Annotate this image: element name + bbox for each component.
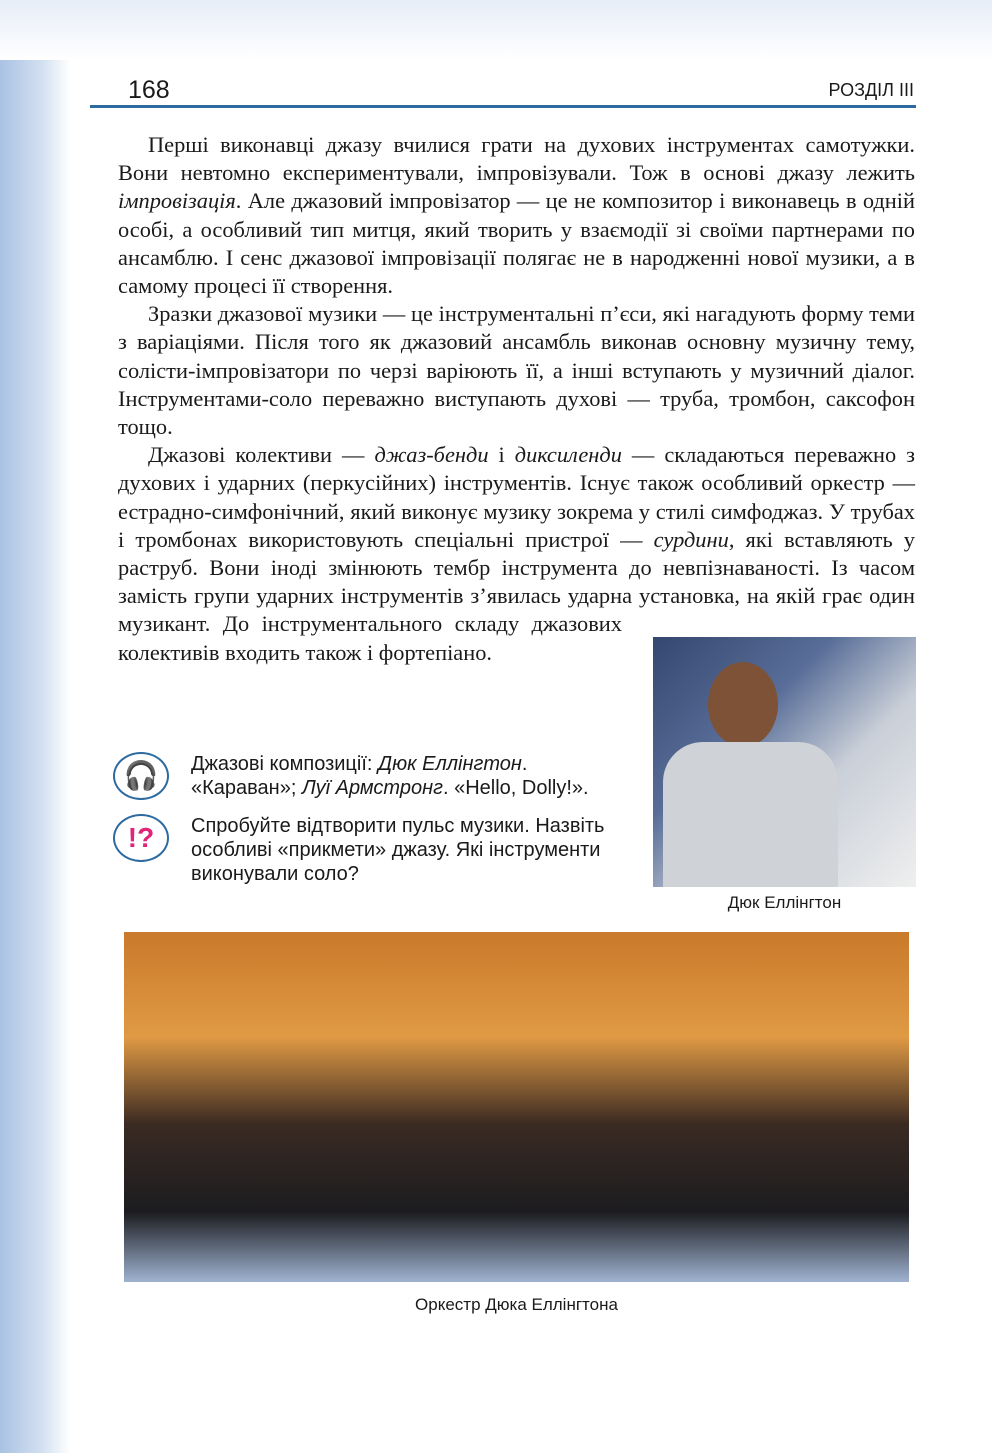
text: , які вставляють у раструб. Вони іноді змінюють тембр інструмента до невпізнаваності. Із часом замість групи ударних інструментів з’явилась ударна установка, на якій грає один музикант. До інструментального складу джазових колективів входить також і фортепіано. <box>118 526 915 665</box>
page-top-band <box>0 0 992 60</box>
composer: Луї Армстронг <box>301 777 443 799</box>
text: . Але джазовий імпровізатор — це не композитор і виконавець в одній особі, а особливий тип митця, який творить у взаємодії зі своїми партнерами по ансамблю. І сенс джазової імпровізації полягає не в народженні нової музики, а в самому процесі її створення. <box>118 188 915 299</box>
term: диксиленди <box>514 442 622 468</box>
photo-caption: Дюк Еллінгтон <box>727 893 842 912</box>
term: імпровізація <box>118 188 236 214</box>
question-box <box>113 814 623 886</box>
sidebar-boxes <box>113 752 623 900</box>
headphones-icon: 🎧 <box>113 752 169 800</box>
duke-ellington-photo <box>653 637 916 887</box>
listening-box <box>113 752 623 800</box>
term: сурдини <box>653 526 729 552</box>
text: Джазові колективи — <box>148 442 375 468</box>
text: і <box>488 442 515 468</box>
text: — складаються переважно з духових і ударних (перкусійних) інструментів. Існує також особливий оркестр — естрадно-симфонічний, який виконує музику зокрема у стилі симфоджаз. У трубах і тромбонах використовують спеціальні пристрої — <box>118 442 915 552</box>
page-number: 168 <box>128 76 170 104</box>
header-rule <box>90 105 916 108</box>
section-title: РОЗДІЛ ІІІ <box>828 80 914 100</box>
photo-caption: Оркестр Дюка Еллінгтона <box>415 1295 618 1314</box>
work: . «Hello, Dolly!». <box>442 777 589 799</box>
composer: Дюк Еллінгтон <box>378 753 522 775</box>
paragraph-1 <box>118 131 915 300</box>
question-text: Спробуйте відтворити пульс музики. Назвіть особливі «прикмети» джазу. Які інструменти виконували соло? <box>191 815 605 885</box>
page-margin-band <box>0 0 70 1453</box>
listening-text <box>191 752 623 800</box>
question-exclamation-icon: !? <box>113 814 169 862</box>
label: Джазові композиції: <box>191 753 379 775</box>
text: Перші виконавці джазу вчилися грати на духових інструментах самотужки. Вони невтомно експериментували, імпровізували. Тож в основі джазу лежить <box>118 132 915 186</box>
term: джаз-бенди <box>374 442 489 468</box>
paragraph-2: Зразки джазової музики — це інструментальні п’єси, які нагадують форму теми з варіаціями. Після того як джазовий ансамбль виконав основну музичну тему, солісти-імпровізатори по черзі варіюють її, а інші вступають у музичний діалог. Інструментами-соло переважно виступають духові — труба, тромбон, саксофон тощо. <box>118 301 915 440</box>
work: . «Караван»; <box>191 753 528 799</box>
orchestra-photo <box>124 932 909 1282</box>
